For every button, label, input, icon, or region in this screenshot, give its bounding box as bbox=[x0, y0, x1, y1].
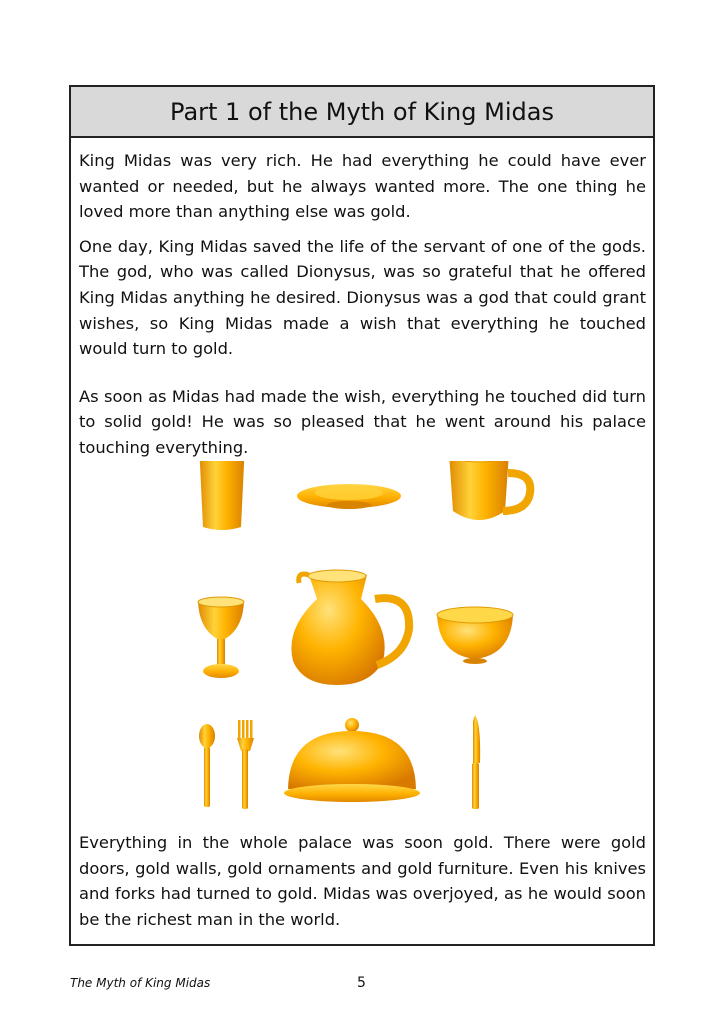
jug-icon bbox=[291, 570, 409, 685]
bowl-icon bbox=[437, 607, 513, 664]
cloche-icon bbox=[284, 718, 420, 802]
footer-book-title: The Myth of King Midas bbox=[70, 976, 211, 990]
plate-icon bbox=[297, 484, 401, 509]
page-number: 5 bbox=[357, 975, 366, 991]
illustration-svg bbox=[71, 461, 653, 843]
paragraph-2: One day, King Midas saved the life of the servant of one of the gods. The god, who was called Dionysus, was so grateful that he offered King Midas anything he desired. Dionysus was a god that could grant wishes, so King Midas made a wish that everything he touched would turn to gold. bbox=[79, 236, 646, 359]
story-box bbox=[69, 85, 655, 946]
story-body bbox=[71, 138, 653, 461]
knife-icon bbox=[472, 715, 480, 809]
spoon-icon bbox=[199, 724, 215, 807]
fork-icon bbox=[237, 720, 254, 809]
mug-icon bbox=[449, 461, 530, 520]
page-title: Part 1 of the Myth of King Midas bbox=[71, 87, 653, 138]
glass-icon bbox=[199, 461, 245, 530]
paragraph-3: As soon as Midas had made the wish, everything he touched did turn to solid gold! He was so pleased that he went around his palace touching everything. bbox=[79, 386, 646, 457]
paragraph-1: King Midas was very rich. He had everything he could have ever wanted or needed, but he always wanted more. The one thing he loved more than anything else was gold. bbox=[79, 151, 646, 222]
golden-objects-illustration bbox=[71, 461, 653, 843]
paragraph-4: Everything in the whole palace was soon gold. There were gold doors, gold walls, gold ornaments and gold furniture. Even his knives and forks had turned to gold. Midas was overjoyed, as he would soon be the richest man in the world. bbox=[79, 833, 646, 929]
goblet-icon bbox=[198, 597, 244, 678]
